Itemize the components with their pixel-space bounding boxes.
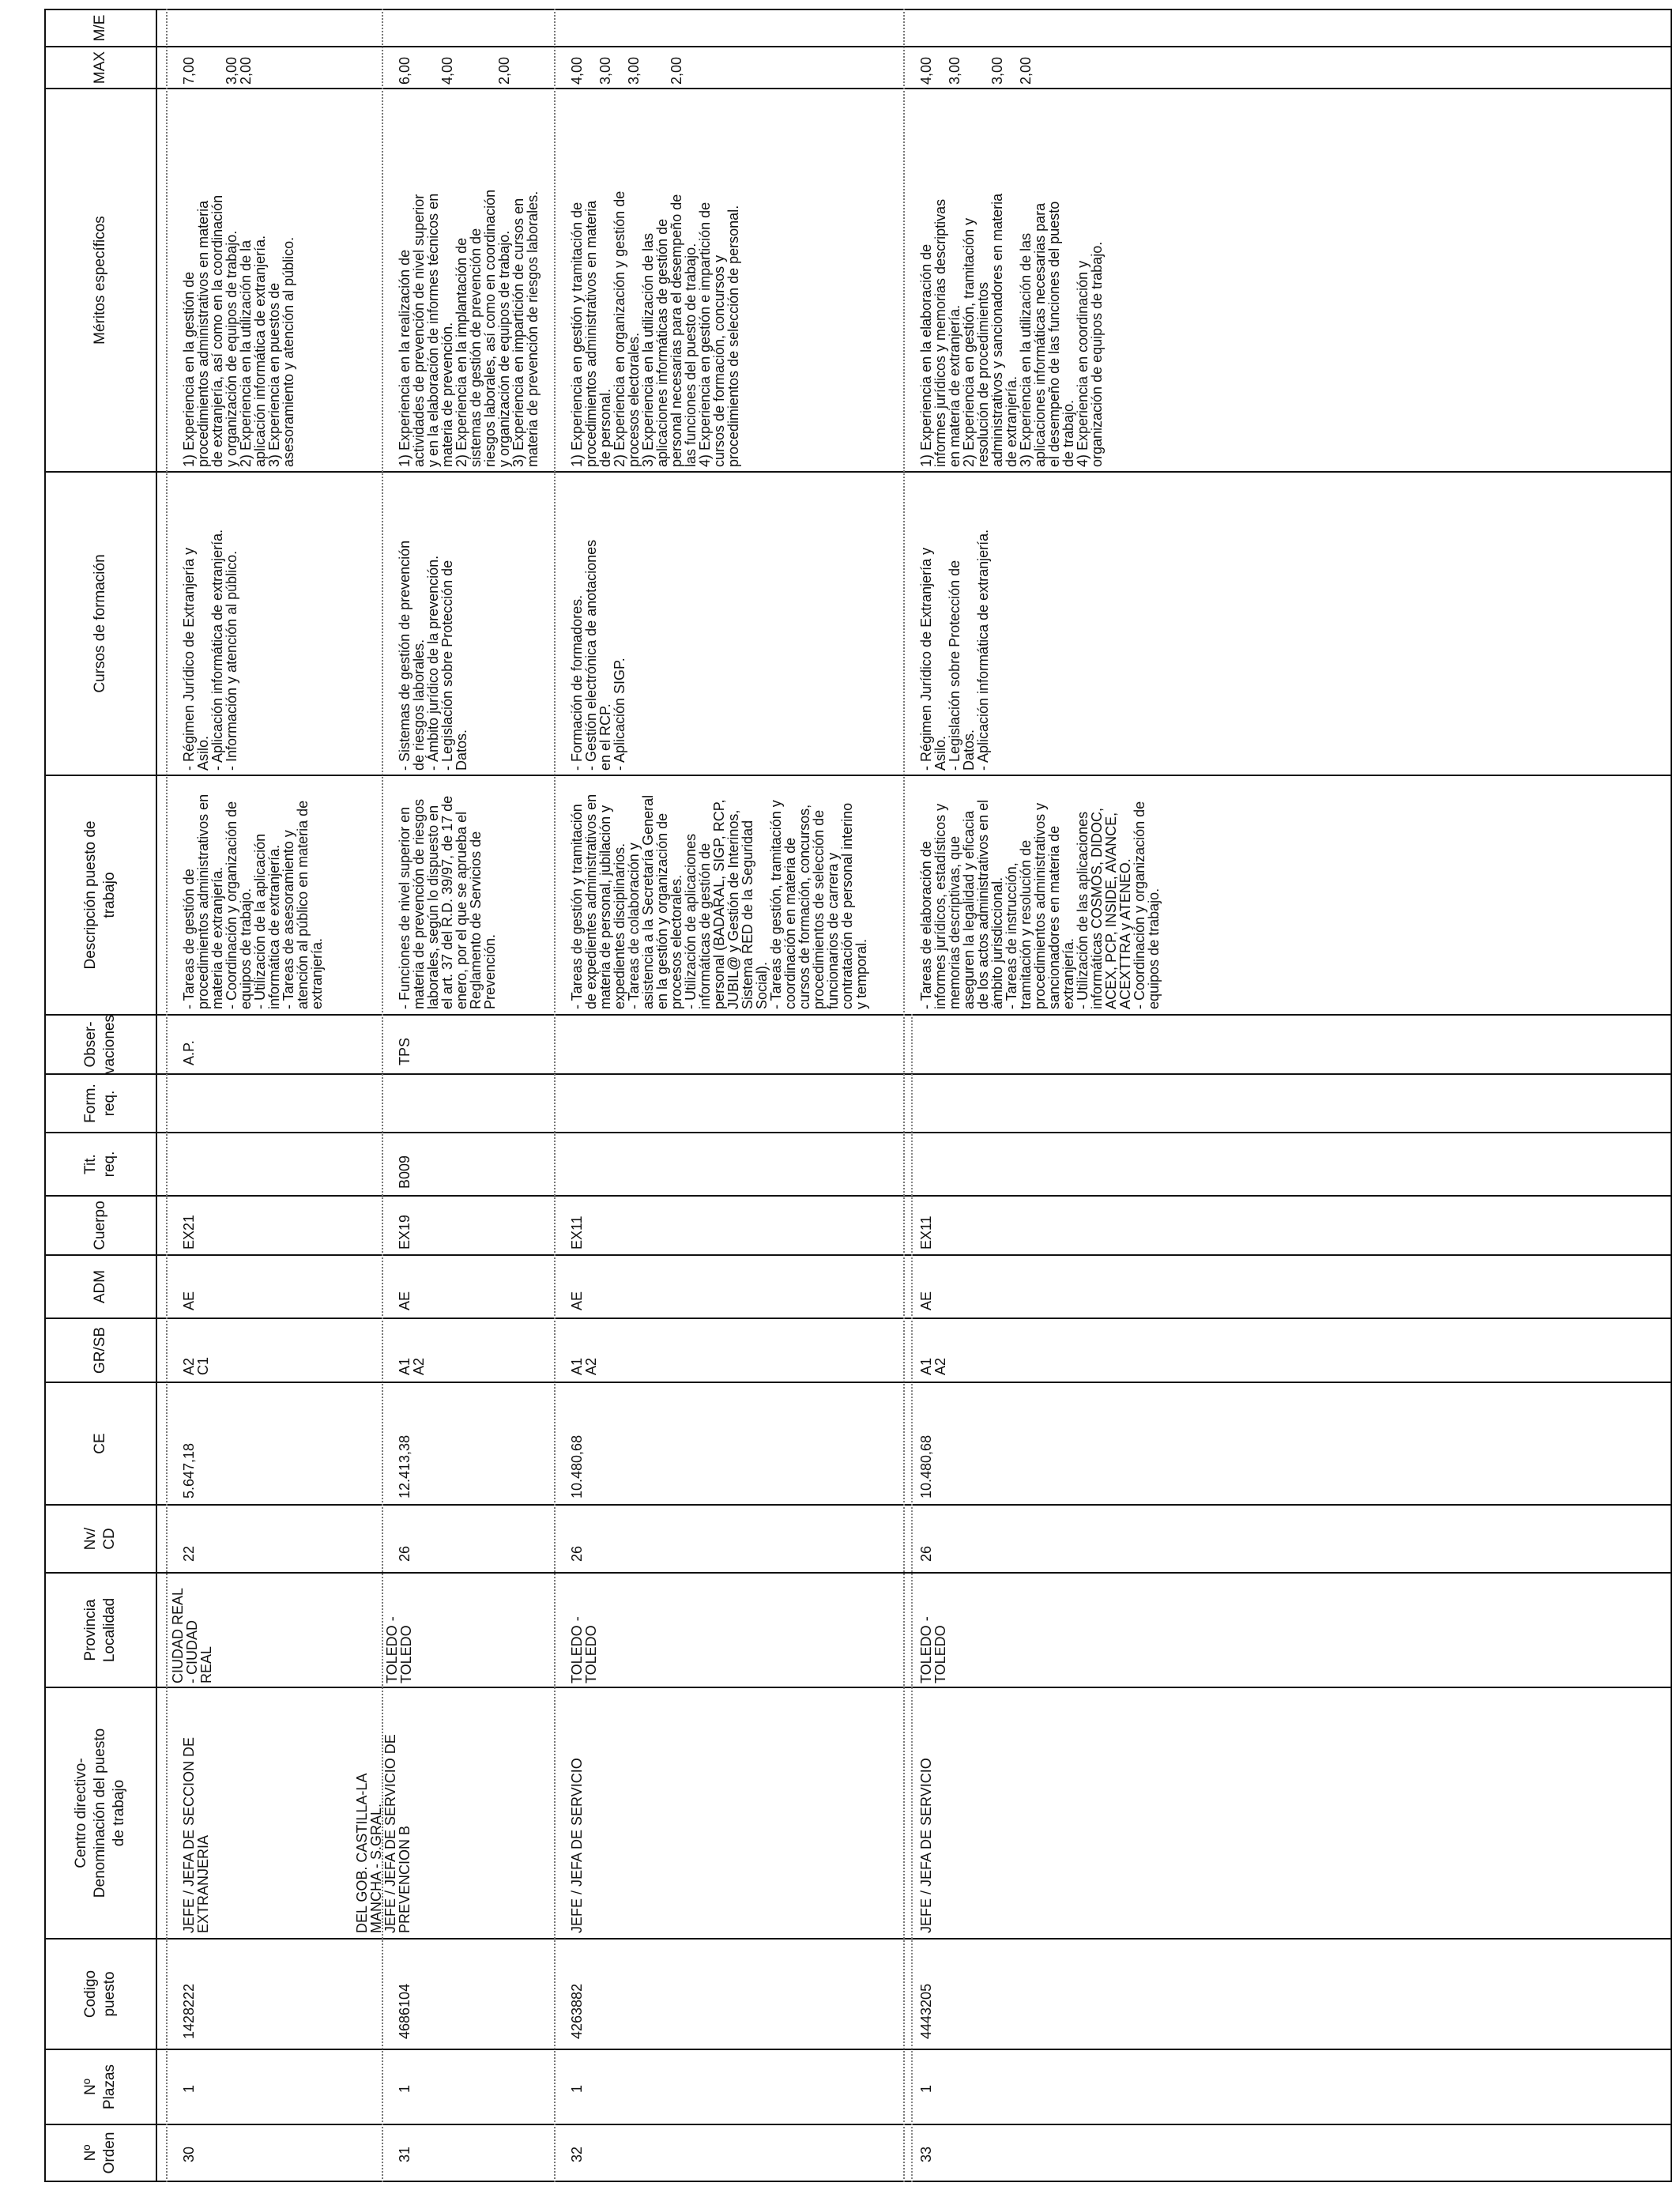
row-0-meritos: 1) Experiencia en la gestión de procedimientos administrativos en materia de extranjería, así como en la coordinación y organización de equipos de trabajo. 2) Experiencia en la utilización de la aplicación informática de extranjería. 3) Experiencia en puestos de asesoramiento y atención al público. — [181, 194, 296, 467]
column-rule — [44, 1504, 1672, 1506]
row-1-meritos: 1) Experiencia en la realización de actividades de prevención de nivel superior y en la elaboración de informes técnicos en materia de prevención. 2) Experiencia en la implantación de sistemas de gestión de prevención de riesgos laborales, así como en coordinación y organización de equipos de trabajo. 3) Experiencia en impartición de cursos en materia de prevención de riesgos laborales. — [397, 189, 541, 467]
header-me: M/E — [92, 14, 108, 42]
row-0-grupo: A2 C1 — [181, 1356, 211, 1375]
column-rule — [44, 1572, 1672, 1574]
row-3-max: 4,00 3,00 3,00 2,00 — [918, 56, 1034, 85]
row-2-cuerpo: EX11 — [569, 1216, 585, 1250]
row-0-codigo: 1428222 — [181, 1983, 197, 2039]
header-grupo: GR/SB — [92, 1326, 108, 1374]
row-0-cuerpo: EX21 — [181, 1214, 197, 1250]
row-1-centro-pre: DEL GOB. CASTILLA-LA MANCHA - S.GRAL. — [354, 1773, 384, 1933]
row-1-provincia: TOLEDO - TOLEDO — [384, 1616, 414, 1683]
column-rule — [44, 46, 1672, 47]
row-1-orden: 31 — [397, 2146, 412, 2162]
row-0-provincia: CIUDAD REAL - CIUDAD REAL — [170, 1587, 214, 1683]
row-0-cursos: - Régimen Jurídico de Extranjería y Asilo. - Aplicación informática de extranjería. - Información y atención al público. — [181, 529, 239, 771]
header-orden: Nº Orden — [82, 2132, 118, 2174]
header-rule — [156, 9, 157, 2182]
row-2-adm: AE — [569, 1291, 585, 1310]
row-3-nivel: 26 — [918, 1545, 934, 1562]
column-rule — [44, 1687, 1672, 1688]
header-cuerpo: Cuerpo — [92, 1201, 108, 1250]
row-3-cursos: - Régimen Jurídico de Extranjería y Asilo. - Legislación sobre Protección de Datos. - Aplicación informática de extranjería. — [918, 529, 991, 771]
column-rule — [44, 1132, 1672, 1133]
column-rule — [44, 1318, 1672, 1319]
row-separator — [911, 1014, 913, 2182]
row-1-observaciones: TPS — [397, 1037, 412, 1065]
row-0-adm: AE — [181, 1291, 197, 1310]
header-adm: ADM — [92, 1269, 108, 1304]
row-2-centro: JEFE / JEFA DE SERVICIO — [569, 1758, 585, 1933]
row-1-centro: JEFE / JEFA DE SERVICIO DE PREVENCION B — [382, 1734, 412, 1933]
row-1-nivel: 26 — [397, 1545, 412, 1562]
column-rule — [44, 2124, 1672, 2125]
row-1-cursos: - Sistemas de gestión de prevención de riesgos laborales. - Ámbito jurídico de la prevención. - Legislación sobre Protección de Datos. — [397, 540, 469, 771]
row-2-plazas: 1 — [569, 2084, 585, 2093]
column-rule — [44, 1382, 1672, 1383]
row-separator — [166, 9, 168, 2182]
row-3-plazas: 1 — [918, 2084, 934, 2093]
header-titulacion: Tit. req. — [82, 1151, 118, 1178]
header-max: MAX — [92, 51, 108, 85]
row-3-centro: JEFE / JEFA DE SERVICIO — [918, 1758, 934, 1933]
column-rule — [44, 471, 1672, 473]
row-separator — [903, 9, 905, 2182]
column-rule — [44, 1254, 1672, 1256]
header-provincia: Provincia Localidad — [82, 1597, 118, 1663]
header-nivel: Nv/ CD — [82, 1527, 118, 1551]
row-2-ce: 10.480,68 — [569, 1434, 585, 1498]
row-2-orden: 32 — [569, 2146, 585, 2162]
row-1-adm: AE — [397, 1291, 412, 1310]
row-1-grupo: A1 A2 — [397, 1357, 427, 1375]
row-3-cuerpo: EX11 — [918, 1216, 934, 1250]
header-formacion: Form. req. — [82, 1084, 118, 1123]
row-2-provincia: TOLEDO - TOLEDO — [569, 1616, 599, 1683]
header-cursos: Cursos de formación — [92, 554, 108, 693]
row-separator — [554, 9, 556, 2182]
row-3-provincia: TOLEDO - TOLEDO — [918, 1616, 948, 1683]
row-0-observaciones: A.P. — [181, 1040, 197, 1065]
row-1-plazas: 1 — [397, 2084, 412, 2093]
row-0-nivel: 22 — [181, 1545, 197, 1562]
header-ce: CE — [92, 1433, 108, 1454]
row-1-codigo: 4686104 — [397, 1983, 412, 2039]
header-observaciones: Obser- vaciones — [82, 1015, 118, 1074]
row-1-max: 6,00 4,00 2,00 — [397, 56, 512, 85]
row-3-codigo: 4443205 — [918, 1983, 934, 2039]
column-rule — [44, 1195, 1672, 1197]
header-centro: Centro directivo- Denominación del puesto de trabajo — [73, 1728, 127, 1898]
header-descripcion: Descripción puesto de trabajo — [82, 820, 118, 970]
column-rule — [44, 1073, 1672, 1075]
row-2-cursos: - Formación de formadores. - Gestión electrónica de anotaciones en el RCP. - Aplicación SIGP. — [569, 539, 627, 771]
column-rule — [44, 775, 1672, 776]
row-2-descripcion: - Tareas de gestión y tramitación de expedientes administrativos en materia de personal, jubilación y expedientes disciplinarios. - Tareas de colaboración y asistencia a la Secretaría General en la gestión y organización de procesos electorales. - Utilización de aplicaciones informáticas de gestión de personal (BADARAL, SIGP, RCP, JUBIL@ y Gestión de Interinos, Sistema RED de la Seguridad Social). - Tareas de gestión, tramitación y coordinación en materia de cursos de formación, concursos, procedimientos de selección de funcionarios de carrera y contratación de personal interino y temporal. — [569, 794, 869, 1009]
row-2-meritos: 1) Experiencia en gestión y tramitación de procedimientos administrativos en materia de personal. 2) Experiencia en organización y gestión de procesos electorales. 3) Experiencia en la utilización de las aplicaciones informáticas de gestión de personal necesarias para el desempeño de las funciones del puesto de trabajo. 4) Experiencia en gestión e impartición de cursos de formación, concursos y procedimientos de selección de personal. — [569, 190, 741, 467]
column-rule — [44, 1938, 1672, 1940]
row-2-codigo: 4263882 — [569, 1983, 585, 2039]
row-0-descripcion: - Tareas de gestión de procedimientos administrativos en materia de extranjería. - Coordinación y organización de equipos de trabajo. - Utilización de la aplicación informática de extranjería. - Tareas de asesoramiento y atención al público en materia de extranjería. — [181, 794, 325, 1009]
row-0-ce: 5.647,18 — [181, 1442, 197, 1498]
row-1-titulacion: B009 — [397, 1155, 412, 1189]
row-0-orden: 30 — [181, 2146, 197, 2162]
row-1-cuerpo: EX19 — [397, 1214, 412, 1250]
row-3-grupo: A1 A2 — [918, 1357, 948, 1375]
column-rule — [44, 88, 1672, 89]
row-1-descripcion: - Funciones de nivel superior en materia de prevención de riesgos laborales, según lo dispuesto en el art. 37 del R.D. 39/97, de 17 de enero, por el que se aprueba el Reglamento de Servicios de Prevención. — [397, 795, 498, 1009]
row-0-plazas: 1 — [181, 2084, 197, 2093]
row-3-descripcion: - Tareas de elaboración de informes jurídicos, estadísticos y memorias descriptivas, que aseguren la legalidad y eficacia de los actos administrativos en el ámbito jurisdiccional. - Tareas de instrucción, tramitación y resolución de procedimientos administrativos y sancionadores en materia de extranjería. - Utilización de las aplicaciones informáticas COSMOS, DIDOC, ACEX, PCP, INSIDE, AVANCE, ACEXTTRA y ATENEO. - Coordinación y organización de equipos de trabajo. — [918, 799, 1162, 1009]
row-3-orden: 33 — [918, 2146, 934, 2162]
row-3-ce: 10.480,68 — [918, 1434, 934, 1498]
column-rule — [44, 2049, 1672, 2050]
header-plazas: Nº Plazas — [82, 2064, 118, 2110]
row-0-centro: JEFE / JEFA DE SECCION DE EXTRANJERIA — [181, 1736, 211, 1933]
row-1-ce: 12.413,38 — [397, 1434, 412, 1498]
row-2-nivel: 26 — [569, 1545, 585, 1562]
column-rule — [44, 1014, 1672, 1016]
row-3-adm: AE — [918, 1291, 934, 1310]
row-3-meritos: 1) Experiencia en la elaboración de informes jurídicos y memorias descriptivas en materia de extranjería. 2) Experiencia en gestión, tramitación y resolución de procedimientos administrativos y sancionadores en materia de extranjería. 3) Experiencia en la utilización de las aplicaciones informáticas necesarias para el desempeño de las funciones del puesto de trabajo. 4) Experiencia en coordinación y organización de equipos de trabajo. — [918, 193, 1105, 467]
header-meritos: Méritos específicos — [92, 216, 108, 345]
row-0-max: 7,00 3,00 2,00 — [181, 56, 254, 85]
row-2-max: 4,00 3,00 3,00 2,00 — [569, 56, 684, 85]
row-2-grupo: A1 A2 — [569, 1357, 599, 1375]
header-codigo: Codigo puesto — [82, 1970, 118, 2019]
